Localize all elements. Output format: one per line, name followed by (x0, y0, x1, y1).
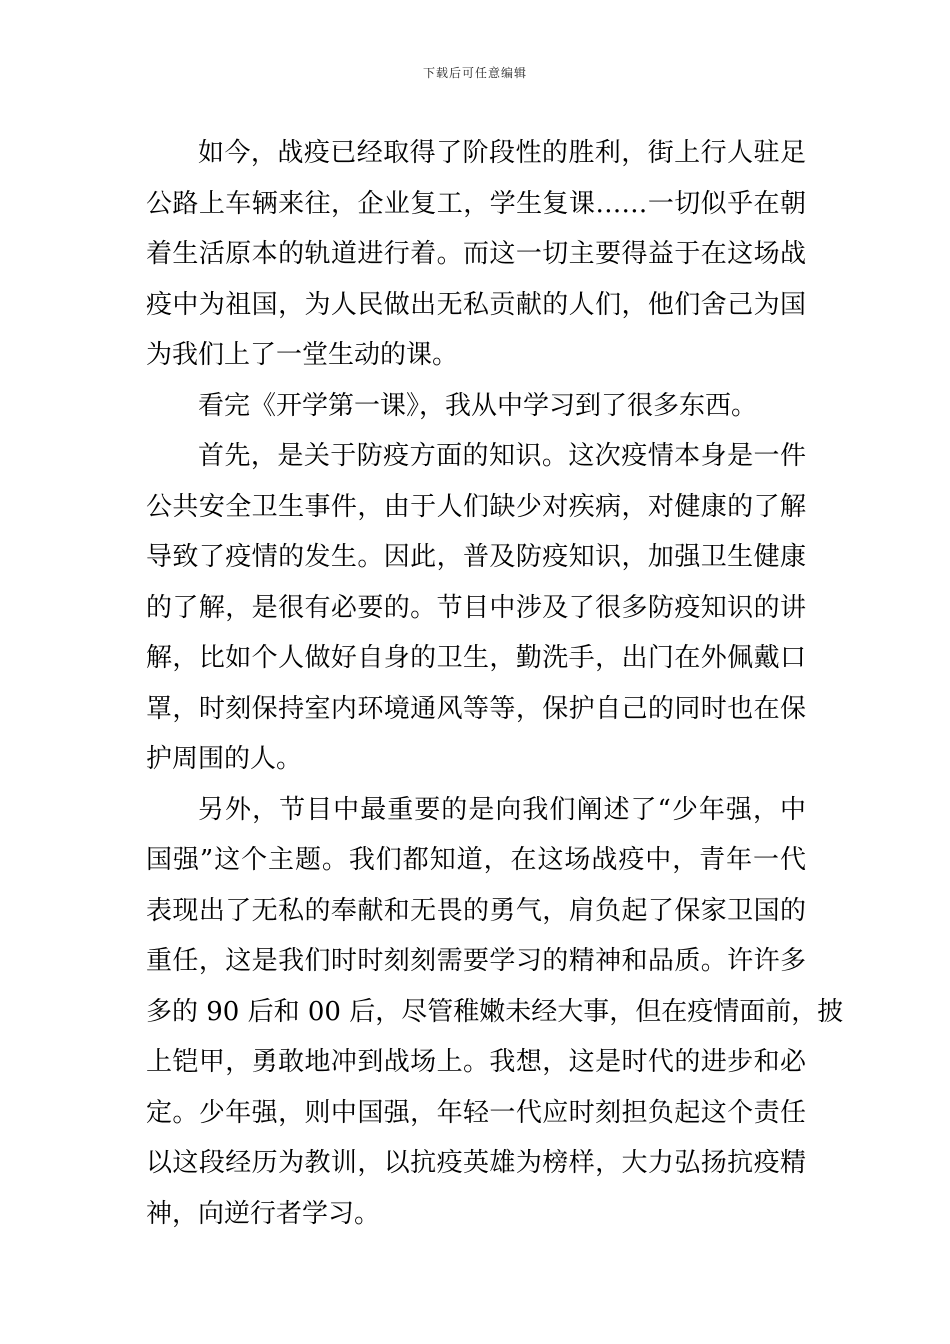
paragraph-line: 罩，时刻保持室内环境通风等等，保护自己的同时也在保 (146, 693, 806, 724)
paragraph-line: 重任，这是我们时时刻刻需要学习的精神和品质。许许多 (146, 946, 806, 976)
paragraph-line: 神，向逆行者学习。 (146, 1198, 381, 1229)
paragraph-line: 首先，是关于防疫方面的知识。这次疫情本身是一件 (198, 441, 806, 471)
paragraph-line: 公路上车辆来往，企业复工，学生复课……一切似乎在朝 (146, 188, 806, 219)
paragraph-line: 表现出了无私的奉献和无畏的勇气，肩负起了保家卫国的 (146, 895, 806, 926)
paragraph-line: 着生活原本的轨道进行着。而这一切主要得益于在这场战 (146, 239, 806, 269)
paragraph-4 (146, 785, 844, 1240)
paragraph-line: 如今，战疫已经取得了阶段性的胜利，街上行人驻足 (198, 138, 806, 168)
paragraph-line: 另外，节目中最重要的是向我们阐述了“少年强，中 (198, 794, 806, 825)
paragraph-line: 多的 90 后和 00 后，尽管稚嫩未经大事，但在疫情面前，披 (146, 996, 844, 1027)
paragraph-line: 公共安全卫生事件，由于人们缺少对疾病，对健康的了解 (146, 491, 806, 522)
paragraph-line: 解，比如个人做好自身的卫生，勤洗手，出门在外佩戴口 (146, 643, 806, 673)
download-note: 下载后可任意编辑 (422, 66, 527, 80)
paragraph-2 (146, 381, 806, 432)
paragraph-line: 为我们上了一堂生动的课。 (146, 340, 459, 370)
paragraph-line: 上铠甲，勇敢地冲到战场上。我想，这是时代的进步和必 (146, 1047, 806, 1077)
paragraph-1 (146, 128, 806, 381)
paragraph-line: 看完《开学第一课》，我从中学习到了很多东西。 (198, 390, 758, 421)
paragraph-line: 的了解，是很有必要的。节目中涉及了很多防疫知识的讲 (146, 592, 806, 623)
paragraph-line: 导致了疫情的发生。因此，普及防疫知识，加强卫生健康 (146, 542, 806, 572)
paragraph-3 (146, 431, 806, 785)
paragraph-line: 以这段经历为教训，以抗疫英雄为榜样，大力弘扬抗疫精 (146, 1148, 806, 1178)
paragraph-line: 国强”这个主题。我们都知道，在这场战疫中，青年一代 (146, 845, 806, 875)
paragraph-line: 护周围的人。 (146, 744, 303, 774)
paragraph-line: 疫中为祖国，为人民做出无私贡献的人们，他们舍己为国 (146, 289, 806, 320)
article-body (146, 128, 844, 1239)
paragraph-line: 定。少年强，则中国强，年轻一代应时刻担负起这个责任 (146, 1097, 806, 1128)
